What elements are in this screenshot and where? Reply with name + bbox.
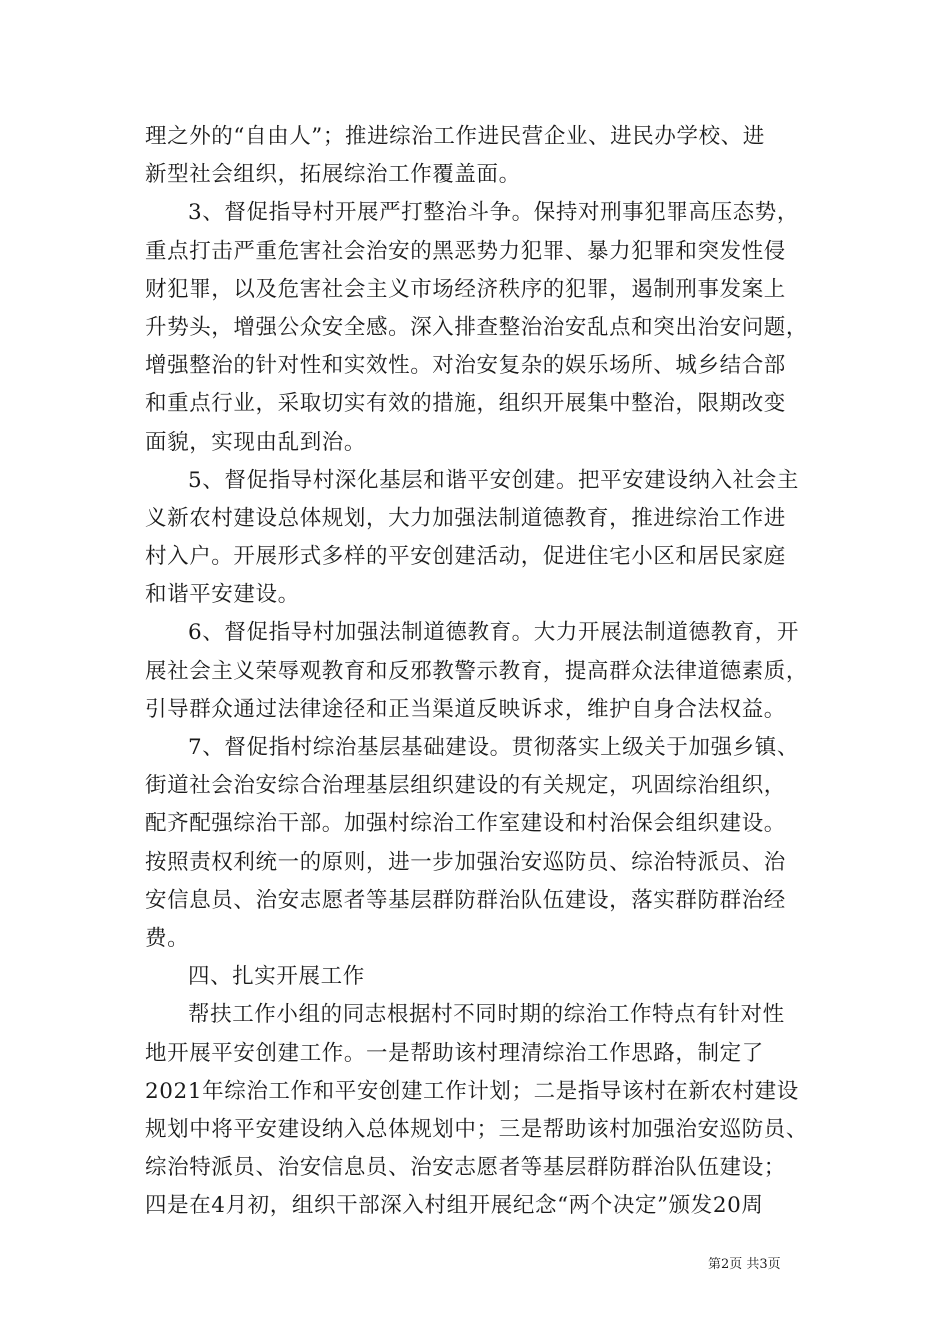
text-line: 3、督促指导村开展严打整治斗争。保持对刑事犯罪高压态势， [188,200,799,226]
text-line: 综治特派员、治安信息员、治安志愿者等基层群防群治队伍建设； [145,1155,786,1181]
paragraph [145,614,815,729]
paragraph [145,958,815,996]
paragraph [145,996,815,1225]
text-line: 面貌，实现由乱到治。 [145,429,367,455]
paragraph [145,118,815,194]
text-line: 2021年综治工作和平安创建工作计划；二是指导该村在新农村建设 [145,1078,799,1104]
paragraph [145,462,815,615]
text-line: 安信息员、治安志愿者等基层群防群治队伍建设，落实群防群治经 [145,887,786,913]
text-line: 地开展平安创建工作。一是帮助该村理清综治工作思路，制定了 [145,1040,764,1066]
text-line: 街道社会治安综合治理基层组织建设的有关规定，巩固综治组织， [145,773,786,799]
text-line: 财犯罪，以及危害社会主义市场经济秩序的犯罪，遏制刑事发案上 [145,276,786,302]
page-number: 第2页 共3页 [708,1257,781,1272]
text-line: 义新农村建设总体规划，大力加强法制道德教育，推进综治工作进 [145,505,786,531]
text-line: 引导群众通过法律途径和正当渠道反映诉求，维护自身合法权益。 [145,696,786,722]
text-line: 四是在4月初，组织干部深入村组开展纪念“两个决定”颁发20周 [145,1193,764,1219]
text-line: 升势头，增强公众安全感。深入排查整治治安乱点和突出治安问题， [145,314,809,340]
text-line: 村入户。开展形式多样的平安创建活动，促进住宅小区和居民家庭 [145,544,786,570]
text-line: 四、扎实开展工作 [188,964,365,990]
text-line: 重点打击严重危害社会治安的黑恶势力犯罪、暴力犯罪和突发性侵 [145,238,786,264]
text-line: 和谐平安建设。 [145,582,300,608]
text-line: 费。 [145,925,190,951]
text-line: 按照责权利统一的原则，进一步加强治安巡防员、综治特派员、治 [145,849,786,875]
text-line: 理之外的“自由人”；推进综治工作进民营企业、进民办学校、进 [145,124,765,149]
document-body [145,118,815,1225]
text-line: 配齐配强综治干部。加强村综治工作室建设和村治保会组织建设。 [145,811,786,837]
text-line: 规划中将平安建设纳入总体规划中；三是帮助该村加强治安巡防员、 [145,1116,809,1142]
text-line: 展社会主义荣辱观教育和反邪教警示教育，提高群众法律道德素质， [145,658,809,684]
text-line: 新型社会组织，拓展综治工作覆盖面。 [145,162,521,188]
text-line: 7、督促指村综治基层基础建设。贯彻落实上级关于加强乡镇、 [188,735,799,760]
text-line: 5、督促指导村深化基层和谐平安创建。把平安建设纳入社会主 [188,467,799,493]
text-line: 增强整治的针对性和实效性。对治安复杂的娱乐场所、城乡结合部 [145,353,786,379]
paragraph [145,729,815,958]
paragraph [145,194,815,461]
text-line: 帮扶工作小组的同志根据村不同时期的综治工作特点有针对性 [188,1002,785,1028]
text-line: 6、督促指导村加强法制道德教育。大力开展法制道德教育，开 [188,620,799,646]
text-line: 和重点行业，采取切实有效的措施，组织开展集中整治，限期改变 [145,391,786,417]
